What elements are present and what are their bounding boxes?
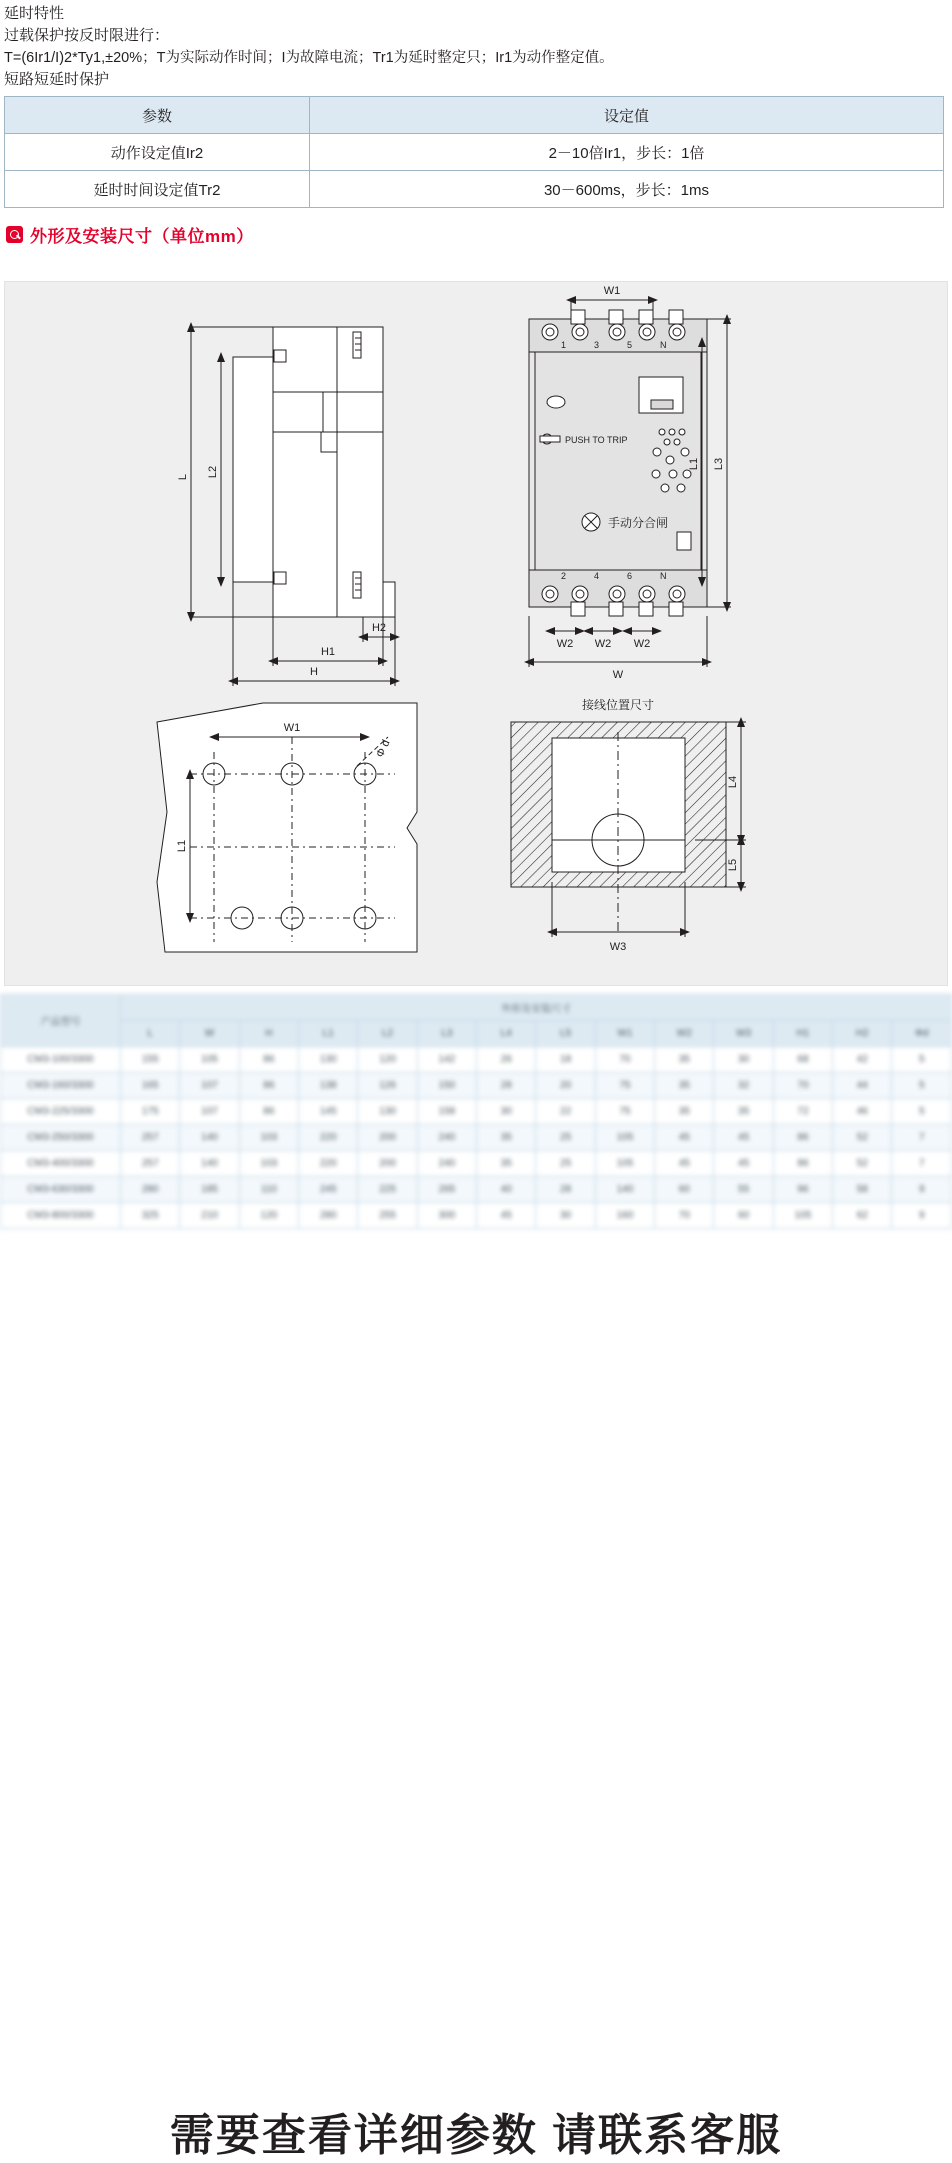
spec-table-cell: 40	[477, 1177, 536, 1203]
spec-header: L4	[477, 1021, 536, 1047]
spec-col1-header: 产品型号	[1, 995, 121, 1047]
spec-header: L2	[358, 1021, 417, 1047]
spec-table-row	[1, 1203, 952, 1229]
spec-table-row	[1, 1099, 952, 1125]
table-header-param: 参数	[5, 97, 310, 134]
spec-table-cell: 220	[299, 1125, 358, 1151]
spec-table-cell: 7	[892, 1151, 952, 1177]
intro-line-2: 过载保护按反时限进行：	[4, 27, 170, 44]
spec-table-cell: 220	[299, 1151, 358, 1177]
spec-table-cell: 70	[773, 1073, 832, 1099]
spec-table-cell: 138	[299, 1073, 358, 1099]
spec-table-cell: 257	[121, 1151, 180, 1177]
spec-header: H1	[773, 1021, 832, 1047]
dim-label-H1: H1	[320, 646, 336, 658]
dim-label-phi-d: Φ d	[374, 738, 393, 760]
terminal-label-N: N	[660, 340, 667, 350]
dim-label-L1-plate: L1	[176, 839, 188, 853]
intro-text-block	[0, 0, 952, 90]
spec-table-cell: 9	[892, 1203, 952, 1229]
section-heading-label: 外形及安装尺寸（单位mm）	[30, 227, 254, 246]
spec-table-cell: 45	[655, 1125, 714, 1151]
spec-table-cell: 25	[536, 1125, 595, 1151]
spec-table-group-row	[1, 995, 952, 1021]
spec-table-cell: 126	[358, 1073, 417, 1099]
spec-table-cell: 5	[892, 1073, 952, 1099]
spec-table-header-row	[1, 1021, 952, 1047]
spec-table-cell: 245	[299, 1177, 358, 1203]
spec-table-row	[1, 1177, 952, 1203]
spec-table-cell: 280	[299, 1203, 358, 1229]
dim-label-W1-front: W1	[603, 285, 621, 297]
intro-line-4: 短路短延时保护	[4, 71, 110, 88]
spec-table-cell: 86	[773, 1151, 832, 1177]
intro-line-1: 延时特性	[4, 5, 65, 22]
spec-table-cell: 142	[417, 1047, 476, 1073]
terminal-label-2: 2	[561, 571, 567, 581]
spec-table-row	[1, 1125, 952, 1151]
spec-table-cell: 165	[121, 1073, 180, 1099]
terminal-label-3: 3	[594, 340, 600, 350]
dim-label-L5: L5	[727, 858, 739, 872]
spec-table-cell: 140	[180, 1125, 239, 1151]
terminal-label-5: 5	[627, 340, 633, 350]
spec-table-cell: 55	[714, 1177, 773, 1203]
spec-table-cell: 35	[655, 1047, 714, 1073]
spec-header: W2	[655, 1021, 714, 1047]
spec-table-cell: 72	[773, 1099, 832, 1125]
section-heading	[6, 222, 952, 247]
spec-table-cell: 30	[536, 1203, 595, 1229]
spec-header: L5	[536, 1021, 595, 1047]
spec-table-cell: 35	[655, 1073, 714, 1099]
spec-table-cell: 86	[239, 1073, 298, 1099]
spec-table-cell: 103	[239, 1151, 298, 1177]
spec-table-cell: CM3-160/3300	[1, 1073, 121, 1099]
terminal-label-N2: N	[660, 571, 667, 581]
search-icon	[6, 226, 23, 243]
spec-table-cell: 9	[892, 1177, 952, 1203]
spec-table-cell: 225	[358, 1177, 417, 1203]
spec-table-cell: 45	[714, 1151, 773, 1177]
spec-table-cell: 52	[833, 1125, 892, 1151]
spec-table-cell: 200	[358, 1125, 417, 1151]
spec-header: L1	[299, 1021, 358, 1047]
spec-group-header: 外形及安装尺寸	[121, 995, 952, 1021]
spec-table-cell: 30	[714, 1047, 773, 1073]
spec-table-cell: 240	[417, 1151, 476, 1177]
spec-table-cell: 28	[477, 1073, 536, 1099]
spec-table-cell: 7	[892, 1125, 952, 1151]
spec-table-cell: 22	[536, 1099, 595, 1125]
spec-table-cell: 86	[239, 1047, 298, 1073]
spec-table-cell: 46	[833, 1099, 892, 1125]
wiring-position-drawing	[511, 697, 746, 953]
spec-table-cell: CM3-225/3300	[1, 1099, 121, 1125]
spec-table-cell: 185	[180, 1177, 239, 1203]
table-cell-value: 30－600ms，步长：1ms	[310, 171, 944, 208]
spec-table-cell: 52	[833, 1151, 892, 1177]
spec-table-cell: 42	[833, 1047, 892, 1073]
spec-table-cell: 5	[892, 1099, 952, 1125]
spec-table-cell: 96	[773, 1177, 832, 1203]
terminal-label-4: 4	[594, 571, 600, 581]
spec-table-cell: 30	[477, 1099, 536, 1125]
spec-table-cell: 18	[536, 1047, 595, 1073]
table-header-value: 设定值	[310, 97, 944, 134]
spec-table-cell: 110	[239, 1177, 298, 1203]
spec-table-cell: 200	[358, 1151, 417, 1177]
spec-table-cell: 257	[121, 1125, 180, 1151]
dim-label-W: W	[612, 669, 624, 681]
spec-table-cell: 105	[180, 1047, 239, 1073]
spec-header: L	[121, 1021, 180, 1047]
spec-table-cell: 130	[358, 1099, 417, 1125]
spec-table-cell: CM3-800/3300	[1, 1203, 121, 1229]
specification-table	[0, 994, 952, 1229]
table-row	[5, 134, 944, 171]
contact-service-overlay: 需要查看详细参数 请联系客服	[169, 2111, 783, 2160]
spec-table-cell: 150	[417, 1073, 476, 1099]
spec-table-cell: 35	[477, 1125, 536, 1151]
spec-table-cell: 86	[773, 1125, 832, 1151]
spec-table-cell: 120	[358, 1047, 417, 1073]
dim-label-L4: L4	[727, 775, 739, 789]
spec-table-cell: 107	[180, 1099, 239, 1125]
dim-label-W2-a: W2	[556, 638, 574, 650]
manual-switch-label: 手动分合闸	[608, 516, 669, 530]
spec-table-cell: 255	[358, 1203, 417, 1229]
spec-table-row	[1, 1073, 952, 1099]
spec-table-cell: 26	[477, 1047, 536, 1073]
dim-label-W2-b: W2	[594, 638, 612, 650]
dimension-drawings-svg	[5, 282, 949, 987]
spec-table-cell: 68	[773, 1047, 832, 1073]
table-header-row	[5, 97, 944, 134]
spec-table-cell: 62	[833, 1203, 892, 1229]
spec-table-cell: 44	[833, 1073, 892, 1099]
wiring-title: 接线位置尺寸	[581, 698, 655, 712]
spec-table-cell: 158	[417, 1099, 476, 1125]
spec-table-cell: 105	[595, 1125, 654, 1151]
dim-label-L3: L3	[713, 457, 725, 471]
spec-table-cell: 120	[239, 1203, 298, 1229]
dim-label-W1-plate: W1	[283, 722, 301, 734]
spec-header: W1	[595, 1021, 654, 1047]
parameters-table	[4, 96, 944, 208]
spec-table-cell: 20	[536, 1073, 595, 1099]
dim-label-W3: W3	[609, 941, 627, 953]
front-view-drawing	[524, 285, 731, 681]
table-cell-value: 2－10倍Ir1，步长：1倍	[310, 134, 944, 171]
spec-table-cell: 86	[239, 1099, 298, 1125]
spec-table-cell: 300	[417, 1203, 476, 1229]
spec-table-cell: 105	[595, 1151, 654, 1177]
spec-table-cell: 140	[595, 1177, 654, 1203]
spec-table-cell: 155	[121, 1047, 180, 1073]
mounting-hole-drawing	[157, 703, 417, 952]
spec-table-cell: 60	[655, 1177, 714, 1203]
spec-table-cell: 175	[121, 1099, 180, 1125]
spec-table-cell: 107	[180, 1073, 239, 1099]
table-cell-param: 延时时间设定值Tr2	[5, 171, 310, 208]
spec-table-cell: 32	[714, 1073, 773, 1099]
spec-table-cell: 58	[833, 1177, 892, 1203]
terminal-label-1: 1	[561, 340, 567, 350]
spec-header: W	[180, 1021, 239, 1047]
spec-table-cell: 35	[655, 1099, 714, 1125]
spec-table-cell: CM3-250/3300	[1, 1125, 121, 1151]
dimension-drawing-panel	[4, 281, 948, 986]
spec-table-cell: 160	[595, 1203, 654, 1229]
spec-table-cell: CM3-400/3300	[1, 1151, 121, 1177]
push-to-trip-label: PUSH TO TRIP	[565, 435, 628, 445]
spec-table-cell: 210	[180, 1203, 239, 1229]
spec-table-cell: 5	[892, 1047, 952, 1073]
terminal-label-6: 6	[627, 571, 633, 581]
spec-table-cell: 45	[714, 1125, 773, 1151]
dim-label-L1-front: L1	[688, 457, 700, 471]
spec-table-cell: 103	[239, 1125, 298, 1151]
specification-table-block	[0, 994, 952, 2160]
spec-table-cell: 145	[299, 1099, 358, 1125]
spec-table-cell: 35	[714, 1099, 773, 1125]
spec-header: H2	[833, 1021, 892, 1047]
spec-table-cell: 70	[595, 1047, 654, 1073]
spec-header: H	[239, 1021, 298, 1047]
spec-table-cell: 28	[536, 1177, 595, 1203]
spec-table-cell: 35	[477, 1151, 536, 1177]
spec-table-cell: 265	[417, 1177, 476, 1203]
spec-table-cell: 70	[655, 1203, 714, 1229]
spec-table-cell: 280	[121, 1177, 180, 1203]
spec-table-cell: 25	[536, 1151, 595, 1177]
dim-label-H2: H2	[371, 622, 387, 634]
table-row	[5, 171, 944, 208]
table-cell-param: 动作设定值Ir2	[5, 134, 310, 171]
side-view-drawing	[177, 322, 400, 686]
spec-header: L3	[417, 1021, 476, 1047]
spec-table-cell: 45	[477, 1203, 536, 1229]
spec-table-cell: 325	[121, 1203, 180, 1229]
spec-table-cell: 60	[714, 1203, 773, 1229]
intro-line-3: T=(6Ir1/I)2*Ty1,±20%；T为实际动作时间；I为故障电流；Tr1为延时整定只；Ir1为动作整定值。	[4, 50, 614, 66]
dim-label-L: L	[177, 473, 189, 481]
spec-header: Φd	[892, 1021, 952, 1047]
spec-table-cell: CM3-630/3300	[1, 1177, 121, 1203]
spec-table-row	[1, 1151, 952, 1177]
spec-table-cell: 130	[299, 1047, 358, 1073]
dim-label-L2: L2	[207, 465, 219, 479]
spec-table-cell: 75	[595, 1073, 654, 1099]
spec-table-cell: 140	[180, 1151, 239, 1177]
spec-table-cell: 240	[417, 1125, 476, 1151]
dim-label-W2-c: W2	[633, 638, 651, 650]
dim-label-H: H	[310, 666, 318, 678]
spec-table-cell: 105	[773, 1203, 832, 1229]
spec-table-cell: CM3-100/3300	[1, 1047, 121, 1073]
spec-header: W3	[714, 1021, 773, 1047]
spec-table-row	[1, 1047, 952, 1073]
spec-table-cell: 45	[655, 1151, 714, 1177]
spec-table-cell: 75	[595, 1099, 654, 1125]
